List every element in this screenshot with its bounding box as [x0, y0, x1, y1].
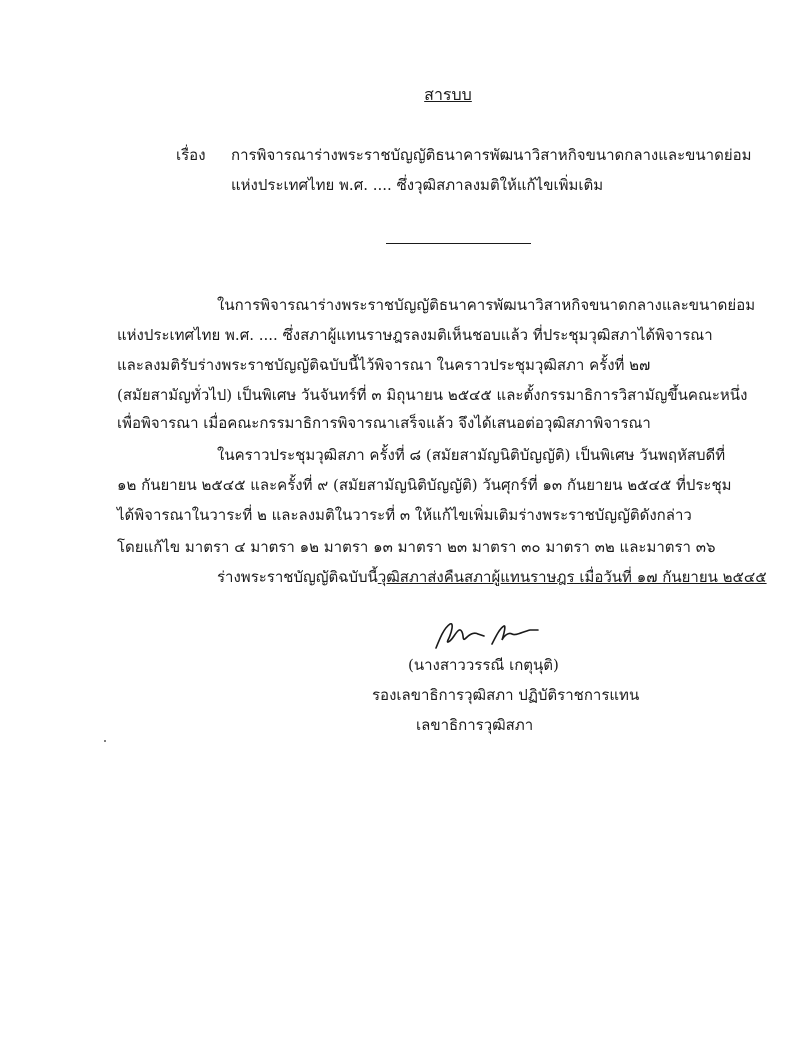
subject-text-line-1: การพิจารณาร่างพระราชบัญญัติธนาคารพัฒนาวิสาหกิจขนาดกลางและขนาดย่อม: [231, 146, 752, 164]
body-paragraph-1-line-2: แห่งประเทศไทย พ.ศ. .... ซึ่งสภาผู้แทนราษฎรลงมติเห็นชอบแล้ว ที่ประชุมวุฒิสภาได้พิจารณา: [117, 326, 713, 344]
body-paragraph-1-line-4: (สมัยสามัญทั่วไป) เป็นพิเศษ วันจันทร์ที่ ๓ มิถุนายน ๒๕๔๕ และตั้งกรรมาธิการวิสามัญขึ้นคณะหนึ่ง: [117, 386, 748, 404]
body-paragraph-3: [217, 567, 767, 587]
signatory-name: (นางสาววรรณี เกตุนุติ): [408, 656, 559, 674]
handwritten-signature: [432, 618, 542, 658]
scan-speck: [104, 740, 106, 742]
separator-rule: [386, 243, 531, 244]
body-paragraph-3-prefix: ร่างพระราชบัญญัติฉบับนี้: [217, 568, 378, 586]
body-paragraph-1-line-3: และลงมติรับร่างพระราชบัญญัติฉบับนี้ไว้พิจารณา ในคราวประชุมวุฒิสภา ครั้งที่ ๒๗: [117, 356, 651, 374]
signatory-position-line-2: เลขาธิการวุฒิสภา: [416, 716, 534, 734]
body-paragraph-2-line-3: ได้พิจารณาในวาระที่ ๒ และลงมติในวาระที่ ๓ ให้แก้ไขเพิ่มเติมร่างพระราชบัญญัติดังกล่าว: [117, 506, 692, 524]
body-paragraph-1-line-5: เพื่อพิจารณา เมื่อคณะกรรมาธิการพิจารณาเสร็จแล้ว จึงได้เสนอต่อวุฒิสภาพิจารณา: [117, 414, 651, 432]
signatory-position-line-1: รองเลขาธิการวุฒิสภา ปฏิบัติราชการแทน: [372, 686, 640, 704]
subject-label: เรื่อง: [176, 146, 206, 164]
body-paragraph-2-line-2: ๑๒ กันยายน ๒๕๔๕ และครั้งที่ ๙ (สมัยสามัญนิติบัญญัติ) วันศุกร์ที่ ๑๓ กันยายน ๒๕๔๕ ที่ประชุม: [117, 476, 732, 494]
body-paragraph-2-line-1: ในคราวประชุมวุฒิสภา ครั้งที่ ๘ (สมัยสามัญนิติบัญญัติ) เป็นพิเศษ วันพฤหัสบดีที่: [217, 446, 726, 464]
document-title: สารบบ: [424, 85, 472, 104]
body-paragraph-3-underlined: วุฒิสภาส่งคืนสภาผู้แทนราษฎร เมื่อวันที่ ๑๗ กันยายน ๒๕๔๕: [377, 568, 767, 586]
subject-text-line-2: แห่งประเทศไทย พ.ศ. .... ซึ่งวุฒิสภาลงมติให้แก้ไขเพิ่มเติม: [231, 176, 604, 194]
body-paragraph-2-line-4: โดยแก้ไข มาตรา ๔ มาตรา ๑๒ มาตรา ๑๓ มาตรา ๒๓ มาตรา ๓๐ มาตรา ๓๒ และมาตรา ๓๖: [117, 538, 716, 556]
body-paragraph-1-line-1: ในการพิจารณาร่างพระราชบัญญัติธนาคารพัฒนาวิสาหกิจขนาดกลางและขนาดย่อม: [217, 296, 756, 314]
